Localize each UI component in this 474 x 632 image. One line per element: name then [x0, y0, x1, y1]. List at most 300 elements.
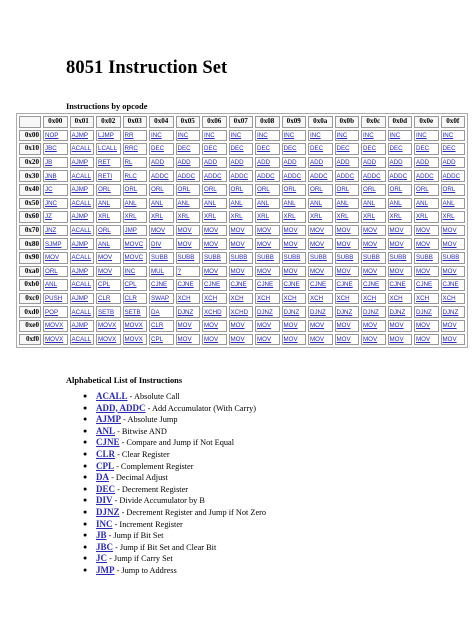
instruction-link[interactable]: SUBB — [389, 254, 407, 262]
instruction-link[interactable]: ORL — [416, 186, 429, 194]
instruction-link[interactable]: MOV — [416, 227, 431, 235]
instruction-link[interactable]: ACALL — [71, 308, 92, 316]
instruction-link[interactable]: DA — [96, 472, 109, 483]
instruction-link[interactable]: ACALL — [71, 172, 92, 180]
instruction-link[interactable]: ORL — [442, 186, 456, 194]
instruction-link[interactable]: DEC — [230, 145, 244, 153]
instruction-link[interactable]: DJNZ — [363, 308, 379, 316]
instruction-link[interactable]: DEC — [257, 145, 271, 153]
instruction-link[interactable]: ORL — [257, 186, 270, 194]
opcode-row — [19, 334, 465, 346]
instruction-link[interactable]: MOV — [442, 267, 457, 275]
opcode-cell — [229, 334, 254, 346]
instruction-link[interactable]: CLR — [98, 295, 111, 303]
instruction-link[interactable]: ADDC — [442, 172, 461, 180]
instruction-link[interactable]: ACALL — [71, 227, 92, 235]
instruction-link[interactable]: CPL — [96, 460, 114, 471]
instruction-link[interactable]: DEC — [389, 145, 403, 153]
instruction-link[interactable]: ORL — [336, 186, 350, 194]
instruction-link[interactable]: DEC — [310, 145, 324, 153]
instruction-link[interactable]: MOV — [442, 227, 457, 235]
instruction-link[interactable]: MOV — [204, 267, 219, 275]
instruction-link[interactable]: XRL — [283, 213, 296, 221]
instruction-link[interactable]: MOV — [363, 322, 378, 330]
instruction-link[interactable]: CJNE — [151, 281, 168, 289]
instruction-link[interactable]: XCH — [389, 295, 403, 303]
instruction-link[interactable]: CJNE — [177, 281, 194, 289]
instruction-link[interactable]: JC — [45, 186, 53, 194]
instruction-link[interactable]: MOV — [389, 335, 404, 343]
instruction-link[interactable]: ACALL — [71, 145, 92, 153]
opcode-cell — [335, 266, 360, 278]
instruction-link[interactable]: MOV — [363, 227, 378, 235]
instruction-link[interactable]: XRL — [363, 213, 376, 221]
bullet-icon: ● — [83, 542, 88, 551]
instruction-link[interactable]: AJMP — [71, 131, 89, 139]
instruction-link[interactable]: ANL — [177, 199, 190, 207]
instruction-link[interactable]: NOP — [45, 131, 59, 139]
instruction-link[interactable]: MOV — [283, 240, 298, 248]
instruction-link[interactable]: ACALL — [71, 281, 92, 289]
instruction-link[interactable]: RL — [124, 159, 133, 167]
instruction-link[interactable]: SUBB — [363, 254, 380, 262]
instruction-link[interactable]: MOV — [230, 322, 245, 330]
instruction-link[interactable]: XCH — [310, 295, 324, 303]
instruction-link[interactable]: JNC — [45, 199, 58, 207]
instruction-link[interactable]: XCHD — [230, 308, 249, 316]
opcode-cell — [229, 320, 254, 332]
instruction-link[interactable]: DEC — [177, 145, 191, 153]
instruction-link[interactable]: PUSH — [45, 295, 63, 303]
instruction-link[interactable]: MOV — [336, 267, 351, 275]
instruction-link[interactable]: XRL — [442, 213, 455, 221]
instruction-link[interactable]: JMP — [96, 564, 115, 575]
opcode-cell — [229, 238, 254, 250]
instruction-link[interactable]: MOVX — [98, 335, 117, 343]
instruction-link[interactable]: XRL — [230, 213, 243, 221]
instruction-link[interactable]: ORL — [177, 186, 191, 194]
instruction-link[interactable]: MOV — [230, 227, 245, 235]
instruction-link[interactable]: RR — [124, 131, 134, 139]
opcode-cell — [123, 143, 148, 155]
instruction-link[interactable]: MOV — [98, 267, 113, 275]
opcode-cell — [149, 320, 174, 332]
instruction-link[interactable]: XCH — [416, 295, 430, 303]
instruction-link[interactable]: INC — [310, 131, 321, 139]
instruction-link[interactable]: DEC — [363, 145, 377, 153]
instruction-link[interactable]: MOV — [310, 267, 325, 275]
instruction-link[interactable]: XCH — [442, 295, 456, 303]
instruction-link[interactable]: CJNE — [204, 281, 221, 289]
instruction-link[interactable]: RLC — [124, 172, 137, 180]
instruction-link[interactable]: AJMP — [71, 322, 89, 330]
instruction-link[interactable]: ADDC — [416, 172, 434, 180]
instruction-link[interactable]: MOV — [389, 267, 404, 275]
opcode-cell — [229, 225, 254, 237]
instruction-link[interactable]: ACALL — [96, 391, 128, 401]
instruction-link[interactable]: MOV — [336, 322, 351, 330]
alpha-heading: Alphabetical List of Instructions — [66, 376, 183, 385]
instruction-link[interactable]: XCH — [230, 295, 244, 303]
instruction-link[interactable]: JB — [45, 159, 53, 167]
opcode-cell — [335, 143, 360, 155]
instruction-link[interactable]: MOV — [177, 227, 192, 235]
instruction-link[interactable]: JC — [96, 553, 107, 564]
opcode-cell — [255, 130, 280, 142]
instruction-link[interactable]: ANL — [45, 281, 58, 289]
instruction-link[interactable]: DJNZ — [283, 308, 300, 316]
instruction-link[interactable]: XRL — [124, 213, 137, 221]
opcode-header-row — [19, 116, 465, 128]
opcode-cell — [96, 170, 121, 182]
instruction-link[interactable]: ADDC — [283, 172, 302, 180]
instruction-link[interactable]: ADDC — [336, 172, 355, 180]
instruction-link[interactable]: JBC — [96, 541, 114, 552]
instruction-link[interactable]: DEC — [204, 145, 218, 153]
instruction-link[interactable]: MOVC — [124, 254, 144, 262]
opcode-cell — [202, 184, 227, 196]
instruction-link[interactable]: ACALL — [71, 254, 92, 262]
instruction-link[interactable]: ADD — [416, 159, 430, 167]
instruction-link[interactable]: SUBB — [336, 254, 354, 262]
list-item — [83, 414, 266, 426]
row-header: 0xd0 — [19, 306, 41, 318]
instruction-link[interactable]: ADD — [177, 159, 191, 167]
instruction-link[interactable]: MOV — [336, 335, 351, 343]
instruction-link[interactable]: MOV — [416, 335, 431, 343]
instruction-link[interactable]: XRL — [257, 213, 270, 221]
instruction-link[interactable]: MOVX — [124, 322, 143, 330]
instruction-link[interactable]: INC — [442, 131, 454, 139]
instruction-link[interactable]: SUBB — [151, 254, 168, 262]
instruction-link[interactable]: AJMP — [71, 267, 89, 275]
instruction-link[interactable]: JZ — [45, 213, 52, 221]
instruction-link[interactable]: ADD — [257, 159, 271, 167]
instruction-link[interactable]: DJNZ — [96, 506, 120, 517]
instruction-link[interactable]: DEC — [151, 145, 165, 153]
instruction-link[interactable]: LCALL — [98, 145, 117, 153]
instruction-link[interactable]: MOV — [204, 227, 219, 235]
instruction-link[interactable]: INC — [336, 131, 348, 139]
opcode-cell — [361, 130, 386, 142]
instruction-link[interactable]: ANL — [442, 199, 455, 207]
instruction-link[interactable]: MOV — [283, 227, 298, 235]
instruction-link[interactable]: MOV — [363, 267, 378, 275]
instruction-link[interactable]: INC — [230, 131, 242, 139]
instruction-link[interactable]: ORL — [363, 186, 376, 194]
opcode-cell — [388, 198, 413, 210]
opcode-cell — [176, 130, 201, 142]
opcode-cell — [123, 293, 148, 305]
instruction-link[interactable]: ADDC — [363, 172, 381, 180]
instruction-link[interactable]: MOV — [230, 267, 245, 275]
instruction-link[interactable]: MOV — [416, 267, 431, 275]
instruction-link[interactable]: MOV — [204, 335, 219, 343]
instruction-link[interactable]: SWAP — [151, 295, 169, 303]
instruction-link[interactable]: XRL — [177, 213, 190, 221]
instruction-link[interactable]: INC — [124, 267, 136, 275]
instruction-link[interactable]: DJNZ — [389, 308, 406, 316]
instruction-link[interactable]: MOV — [204, 322, 219, 330]
opcode-cell — [255, 279, 280, 291]
instruction-link[interactable]: CPL — [98, 281, 111, 289]
instruction-link[interactable]: DEC — [442, 145, 456, 153]
instruction-link[interactable]: JBC — [45, 145, 57, 153]
instruction-link[interactable]: MOV — [336, 240, 351, 248]
instruction-link[interactable]: MOV — [310, 240, 325, 248]
instruction-link[interactable]: ADD — [363, 159, 377, 167]
instruction-link[interactable]: MOVX — [45, 335, 64, 343]
instruction-link[interactable]: MOV — [204, 240, 219, 248]
instruction-link[interactable]: XCH — [283, 295, 297, 303]
instruction-link[interactable]: ? — [177, 267, 181, 275]
instruction-link[interactable]: ANL — [124, 199, 137, 207]
instruction-link[interactable]: XRL — [336, 213, 349, 221]
instruction-link[interactable]: ANL — [98, 240, 111, 248]
instruction-link[interactable]: ADD — [230, 159, 244, 167]
instruction-link[interactable]: SUBB — [257, 254, 274, 262]
instruction-link[interactable]: MOVX — [45, 322, 64, 330]
instruction-link[interactable]: MOV — [363, 240, 378, 248]
instruction-link[interactable]: MOV — [389, 227, 404, 235]
instruction-link[interactable]: MOV — [257, 335, 272, 343]
instruction-link[interactable]: DA — [151, 308, 160, 316]
instruction-link[interactable]: MOV — [416, 322, 431, 330]
instruction-link[interactable]: MOV — [310, 322, 325, 330]
instruction-link[interactable]: CJNE — [416, 281, 433, 289]
instruction-link[interactable]: CJNE — [389, 281, 406, 289]
instruction-link[interactable]: ADD — [389, 159, 403, 167]
instruction-link[interactable]: ANL — [363, 199, 376, 207]
instruction-link[interactable]: ANL — [96, 425, 116, 436]
instruction-link[interactable]: RRC — [124, 145, 138, 153]
instruction-link[interactable]: DEC — [96, 483, 116, 494]
instruction-link[interactable]: INC — [177, 131, 189, 139]
instruction-link[interactable]: XCHD — [204, 308, 222, 316]
instruction-link[interactable]: ORL — [283, 186, 297, 194]
instruction-link[interactable]: MOV — [283, 267, 298, 275]
instruction-link[interactable]: ACALL — [71, 199, 92, 207]
instruction-link[interactable]: MOV — [257, 227, 272, 235]
instruction-link[interactable]: ANL — [283, 199, 296, 207]
instruction-link[interactable]: INC — [416, 131, 427, 139]
bullet-icon: ● — [83, 507, 88, 516]
instruction-link[interactable]: ADD — [336, 159, 350, 167]
instruction-link[interactable]: MOV — [98, 254, 113, 262]
opcode-cell — [202, 225, 227, 237]
instruction-link[interactable]: INC — [363, 131, 374, 139]
instruction-link[interactable]: CJNE — [442, 281, 459, 289]
instruction-link[interactable]: MOVX — [124, 335, 143, 343]
instruction-link[interactable]: MOV — [177, 335, 192, 343]
instruction-link[interactable]: MOV — [283, 335, 298, 343]
instruction-link[interactable]: RETI — [98, 172, 113, 180]
instruction-link[interactable]: MOV — [177, 240, 192, 248]
instruction-link[interactable]: ORL — [310, 186, 323, 194]
instruction-link[interactable]: ANL — [257, 199, 270, 207]
instruction-link[interactable]: ORL — [45, 267, 58, 275]
instruction-link[interactable]: XCH — [177, 295, 191, 303]
instruction-link[interactable]: ORL — [389, 186, 403, 194]
instruction-link[interactable]: DEC — [416, 145, 430, 153]
instruction-link[interactable]: ADDC — [257, 172, 275, 180]
instruction-link[interactable]: CJNE — [336, 281, 353, 289]
instruction-link[interactable]: ANL — [151, 199, 164, 207]
instruction-link[interactable]: MOVC — [124, 240, 144, 248]
instruction-link[interactable]: AJMP — [71, 240, 89, 248]
instruction-link[interactable]: SUBB — [204, 254, 221, 262]
instruction-link[interactable]: XCH — [204, 295, 218, 303]
instruction-link[interactable]: MOV — [310, 227, 325, 235]
instruction-link[interactable]: ADDC — [310, 172, 328, 180]
instruction-link[interactable]: AJMP — [71, 213, 89, 221]
instruction-link[interactable]: ADDC — [204, 172, 222, 180]
instruction-link[interactable]: DJNZ — [310, 308, 326, 316]
instruction-link[interactable]: MOV — [363, 335, 378, 343]
instruction-link[interactable]: MOV — [151, 227, 166, 235]
instruction-link[interactable]: RET — [98, 159, 111, 167]
instruction-link[interactable]: CPL — [124, 281, 137, 289]
instruction-link[interactable]: AJMP — [71, 159, 89, 167]
instruction-link[interactable]: XRL — [204, 213, 217, 221]
instruction-link[interactable]: ADDC — [177, 172, 196, 180]
instruction-link[interactable]: MOV — [230, 335, 245, 343]
instruction-link[interactable]: DJNZ — [177, 308, 194, 316]
instruction-link[interactable]: SUBB — [177, 254, 195, 262]
instruction-link[interactable]: ORL — [230, 186, 244, 194]
instruction-link[interactable]: AJMP — [96, 414, 121, 425]
instruction-link[interactable]: ORL — [98, 186, 111, 194]
instruction-link[interactable]: CLR — [124, 295, 137, 303]
instruction-link[interactable]: DIV — [151, 240, 162, 248]
instruction-link[interactable]: ADD — [204, 159, 218, 167]
instruction-link[interactable]: INC — [96, 518, 113, 529]
instruction-link[interactable]: SUBB — [416, 254, 433, 262]
instruction-link[interactable]: SUBB — [310, 254, 327, 262]
instruction-link[interactable]: ANL — [98, 199, 111, 207]
instruction-link[interactable]: MOV — [230, 240, 245, 248]
instruction-link[interactable]: SUBB — [230, 254, 248, 262]
instruction-link[interactable]: CJNE — [230, 281, 247, 289]
instruction-link[interactable]: AJMP — [71, 186, 89, 194]
instruction-link[interactable]: ORL — [151, 186, 164, 194]
instruction-link[interactable]: MOV — [442, 335, 457, 343]
instruction-link[interactable]: INC — [283, 131, 295, 139]
instruction-link[interactable]: DJNZ — [336, 308, 353, 316]
instruction-link[interactable]: CPL — [151, 335, 164, 343]
instruction-link[interactable]: JNZ — [45, 227, 57, 235]
instruction-link[interactable]: CJNE — [363, 281, 380, 289]
instruction-link[interactable]: ANL — [230, 199, 243, 207]
instruction-link[interactable]: JNB — [45, 172, 57, 180]
instruction-link[interactable]: MOV — [283, 322, 298, 330]
instruction-link[interactable]: ADDC — [230, 172, 249, 180]
instruction-link[interactable]: MOV — [257, 267, 272, 275]
instruction-link[interactable]: SETB — [124, 308, 141, 316]
opcode-cell — [43, 320, 68, 332]
instruction-link[interactable]: ANL — [310, 199, 323, 207]
instruction-link[interactable]: INC — [204, 131, 215, 139]
instruction-link[interactable]: XCH — [257, 295, 271, 303]
instruction-link[interactable]: JMP — [124, 227, 137, 235]
instruction-link[interactable]: ORL — [98, 227, 111, 235]
instruction-link[interactable]: INC — [257, 131, 268, 139]
instruction-link[interactable]: DJNZ — [416, 308, 432, 316]
instruction-link[interactable]: CLR — [96, 448, 116, 459]
instruction-link[interactable]: ADD — [310, 159, 324, 167]
instruction-link[interactable]: XRL — [310, 213, 323, 221]
instruction-link[interactable]: ADD — [151, 159, 165, 167]
instruction-link[interactable]: SETB — [98, 308, 115, 316]
instruction-link[interactable]: XCH — [336, 295, 350, 303]
instruction-link[interactable]: XRL — [416, 213, 429, 221]
instruction-link[interactable]: MOV — [257, 240, 272, 248]
instruction-link[interactable]: LJMP — [98, 131, 114, 139]
instruction-link[interactable]: ANL — [204, 199, 217, 207]
instruction-link[interactable]: ORL — [124, 186, 138, 194]
instruction-link[interactable]: ANL — [336, 199, 349, 207]
instruction-link[interactable]: SUBB — [442, 254, 460, 262]
instruction-link[interactable]: MOV — [389, 322, 404, 330]
instruction-link[interactable]: MOV — [416, 240, 431, 248]
instruction-link[interactable]: AJMP — [71, 295, 89, 303]
list-item — [83, 402, 266, 415]
instruction-link[interactable]: CLR — [151, 322, 164, 330]
instruction-link[interactable]: MOV — [177, 322, 192, 330]
instruction-link[interactable]: MOV — [389, 240, 404, 248]
column-header: 0x0a — [308, 116, 333, 128]
instruction-link[interactable]: MOV — [442, 240, 457, 248]
instruction-link[interactable]: CJNE — [257, 281, 274, 289]
instruction-link[interactable]: MOV — [310, 335, 325, 343]
instruction-link[interactable]: ANL — [416, 199, 429, 207]
instruction-link[interactable]: MOV — [257, 322, 272, 330]
instruction-link[interactable]: SUBB — [283, 254, 301, 262]
instruction-link[interactable]: MUL — [151, 267, 165, 275]
instruction-link[interactable]: SJMP — [45, 240, 62, 248]
instruction-link[interactable]: MOVX — [98, 322, 117, 330]
instruction-link[interactable]: XRL — [389, 213, 402, 221]
instruction-link[interactable]: MOV — [442, 322, 457, 330]
instruction-link[interactable]: MOV — [45, 254, 60, 262]
instruction-link[interactable]: ORL — [204, 186, 217, 194]
instruction-link[interactable]: XRL — [98, 213, 111, 221]
instruction-link[interactable]: ADDC — [151, 172, 169, 180]
instruction-link[interactable]: POP — [45, 308, 59, 316]
instruction-link[interactable]: DJNZ — [257, 308, 273, 316]
instruction-link[interactable]: INC — [151, 131, 162, 139]
instruction-link[interactable]: ADDC — [389, 172, 408, 180]
instruction-link[interactable]: DEC — [336, 145, 350, 153]
instruction-link[interactable]: MOV — [336, 227, 351, 235]
instruction-link[interactable]: JB — [96, 530, 107, 541]
instruction-link[interactable]: ADD — [442, 159, 456, 167]
instruction-link[interactable]: INC — [389, 131, 401, 139]
instruction-link[interactable]: ADD, ADDC — [96, 402, 146, 413]
instruction-link[interactable]: CJNE — [310, 281, 327, 289]
instruction-link[interactable]: XRL — [151, 213, 164, 221]
instruction-link[interactable]: XCH — [363, 295, 377, 303]
instruction-link[interactable]: ANL — [389, 199, 402, 207]
instruction-link[interactable]: DEC — [283, 145, 297, 153]
instruction-link[interactable]: ACALL — [71, 335, 92, 343]
instruction-link[interactable]: CJNE — [96, 437, 120, 448]
instruction-link[interactable]: ADD — [283, 159, 297, 167]
instruction-link[interactable]: CJNE — [283, 281, 300, 289]
instruction-link[interactable]: DJNZ — [442, 308, 459, 316]
opcode-cell — [70, 130, 95, 142]
instruction-link[interactable]: DIV — [96, 495, 113, 506]
